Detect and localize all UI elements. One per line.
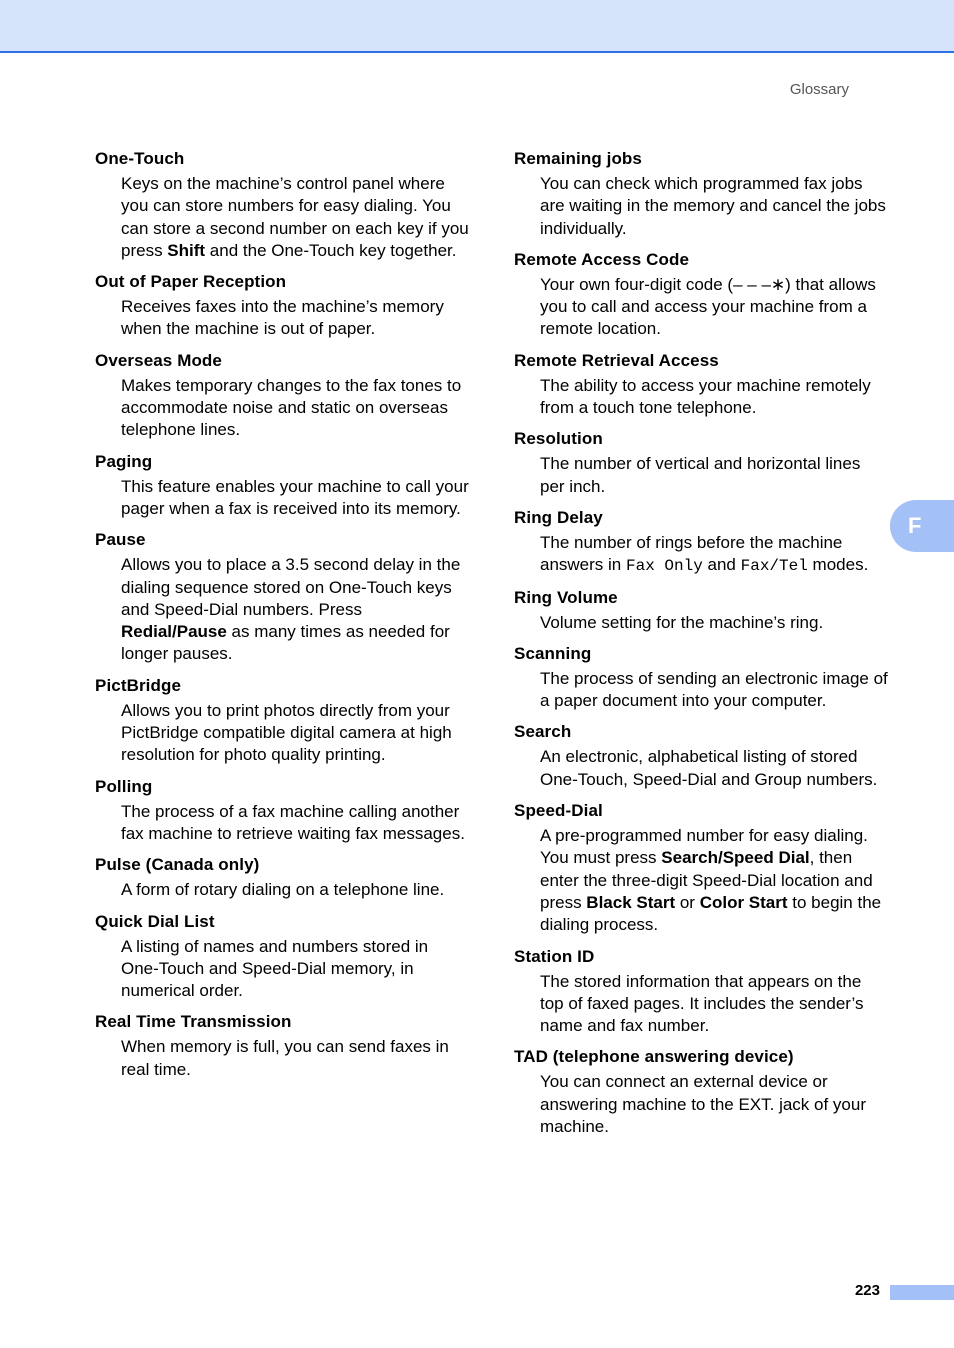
definition-text: Makes temporary changes to the fax tones to accommodate noise and static on overseas telephone lines. — [121, 375, 462, 440]
definition-text: to begin the dialing process. — [540, 892, 882, 935]
glossary-definition — [514, 453, 889, 498]
glossary-entry — [95, 776, 470, 846]
glossary-entry — [95, 854, 470, 901]
definition-text: Receives faxes into the machine’s memory when the machine is out of paper. — [121, 297, 444, 339]
bold-key-name: Shift — [167, 240, 206, 260]
definition-text: The stored information that appears on the top of faxed pages. It includes the sender’s name and fax number. — [540, 971, 864, 1036]
page-number: 223 — [854, 1282, 880, 1299]
glossary-definition — [95, 1036, 470, 1081]
glossary-definition — [514, 375, 889, 420]
chapter-tab — [890, 500, 954, 552]
glossary-entry — [514, 721, 889, 791]
bold-key-name: Redial/Pause — [121, 622, 227, 642]
glossary-term: Polling — [95, 776, 153, 796]
glossary-entry — [95, 675, 470, 767]
glossary-entry — [95, 451, 470, 521]
definition-text: You can connect an external device or answering machine to the EXT. jack of your machine. — [540, 1072, 866, 1137]
definition-text: A listing of names and numbers stored in One-Touch and Speed-Dial memory, in numerical order. — [121, 936, 429, 1001]
definition-text: The number of vertical and horizontal lines per inch. — [540, 454, 861, 496]
glossary-entry — [514, 1046, 889, 1138]
glossary-definition — [514, 668, 889, 713]
glossary-definition — [514, 746, 889, 791]
glossary-term: Speed-Dial — [514, 801, 603, 821]
glossary-term: Resolution — [514, 429, 603, 449]
glossary-column-left — [95, 148, 470, 1090]
glossary-entry — [95, 350, 470, 442]
glossary-entry — [514, 148, 889, 240]
glossary-definition — [95, 700, 470, 767]
glossary-entry — [95, 529, 470, 665]
glossary-term: Quick Dial List — [95, 911, 215, 931]
glossary-entry — [95, 1011, 470, 1081]
glossary-entry — [514, 800, 889, 936]
definition-text: as many times as needed for longer pauses. — [121, 622, 450, 664]
glossary-term: Remote Retrieval Access — [514, 350, 719, 370]
definition-text: Allows you to place a 3.5 second delay in the dialing sequence stored on One-Touch keys and Speed-Dial numbers. Press — [121, 555, 461, 619]
glossary-term: Remote Access Code — [514, 249, 690, 269]
definition-text: A form of rotary dialing on a telephone line. — [121, 880, 445, 900]
glossary-entry — [514, 946, 889, 1038]
glossary-term: Remaining jobs — [514, 149, 642, 168]
definition-text: or — [675, 892, 700, 912]
definition-text: An electronic, alphabetical listing of stored One-Touch, Speed-Dial and Group numbers. — [540, 747, 878, 789]
definition-text: When memory is full, you can send faxes in real time. — [121, 1037, 449, 1079]
running-header: Glossary — [789, 81, 849, 98]
glossary-column-right — [514, 148, 889, 1147]
glossary-term: Scanning — [514, 643, 592, 663]
glossary-definition — [95, 554, 470, 665]
definition-text: This feature enables your machine to call your pager when a fax is received into its memory. — [121, 476, 469, 518]
glossary-term: Ring Volume — [514, 587, 618, 607]
definition-text: A pre-programmed number for easy dialing. You must press — [540, 826, 868, 868]
definition-text: Keys on the machine’s control panel where you can store numbers for easy dialing. You can store a second number on each key if you press — [121, 174, 469, 260]
glossary-definition — [514, 274, 889, 341]
definition-text: The number of rings before the machine answers in — [540, 532, 843, 575]
glossary-term: One-Touch — [95, 149, 185, 168]
glossary-term: PictBridge — [95, 675, 182, 695]
definition-text: The process of a fax machine calling another fax machine to retrieve waiting fax messages. — [121, 801, 465, 843]
definition-text: The process of sending an electronic image of a paper document into your computer. — [540, 668, 888, 711]
glossary-definition — [514, 612, 889, 634]
bold-key-name: Color Start — [699, 892, 788, 912]
glossary-entry — [95, 271, 470, 341]
glossary-entry — [514, 507, 889, 578]
glossary-definition — [95, 173, 470, 262]
definition-text: and the One-Touch key together. — [205, 240, 457, 260]
bold-key-name: Black Start — [586, 892, 676, 912]
bold-key-name: Search/Speed Dial — [661, 848, 810, 868]
glossary-definition — [95, 296, 470, 341]
glossary-term: Real Time Transmission — [95, 1012, 292, 1032]
glossary-term: TAD (telephone answering device) — [514, 1047, 794, 1067]
glossary-definition — [95, 879, 470, 901]
glossary-term: Overseas Mode — [95, 350, 222, 370]
definition-text: , then enter the three-digit Speed-Dial location and press — [540, 848, 873, 912]
glossary-term: Pause — [95, 530, 146, 550]
glossary-definition — [95, 936, 470, 1003]
glossary-definition — [514, 971, 889, 1038]
chapter-tab-letter: F — [908, 513, 922, 538]
glossary-term: Ring Delay — [514, 507, 603, 527]
glossary-definition — [514, 532, 889, 578]
glossary-entry — [514, 428, 889, 498]
definition-text: Your own four-digit code (– – –∗) that allows you to call and access your machine from a remote location. — [540, 274, 876, 339]
glossary-entry — [514, 643, 889, 713]
definition-text: Allows you to print photos directly from your PictBridge compatible digital camera at high resolution for photo quality printing. — [121, 700, 452, 765]
definition-text: and — [702, 555, 741, 575]
glossary-entry — [95, 911, 470, 1003]
glossary-entry — [514, 249, 889, 341]
glossary-term: Station ID — [514, 946, 595, 966]
definition-text: modes. — [807, 555, 869, 575]
glossary-entry — [95, 148, 470, 262]
glossary-term: Paging — [95, 451, 153, 471]
glossary-definition — [514, 1071, 889, 1138]
definition-text: The ability to access your machine remotely from a touch tone telephone. — [540, 375, 871, 418]
definition-text: You can check which programmed fax jobs are waiting in the memory and cancel the jobs individually. — [540, 174, 886, 238]
glossary-definition — [514, 173, 889, 240]
definition-text: Volume setting for the machine’s ring. — [540, 612, 824, 632]
glossary-entry — [514, 587, 889, 634]
page-number-bar — [890, 1285, 954, 1300]
glossary-definition — [95, 476, 470, 521]
glossary-term: Search — [514, 722, 572, 742]
glossary-definition — [514, 825, 889, 936]
header-band — [0, 0, 954, 53]
mode-name: Fax/Tel — [740, 557, 808, 576]
glossary-definition — [95, 801, 470, 846]
glossary-definition — [95, 375, 470, 442]
glossary-entry — [514, 350, 889, 420]
mode-name: Fax Only — [625, 557, 703, 576]
glossary-term: Out of Paper Reception — [95, 272, 287, 292]
glossary-term: Pulse (Canada only) — [95, 855, 260, 875]
